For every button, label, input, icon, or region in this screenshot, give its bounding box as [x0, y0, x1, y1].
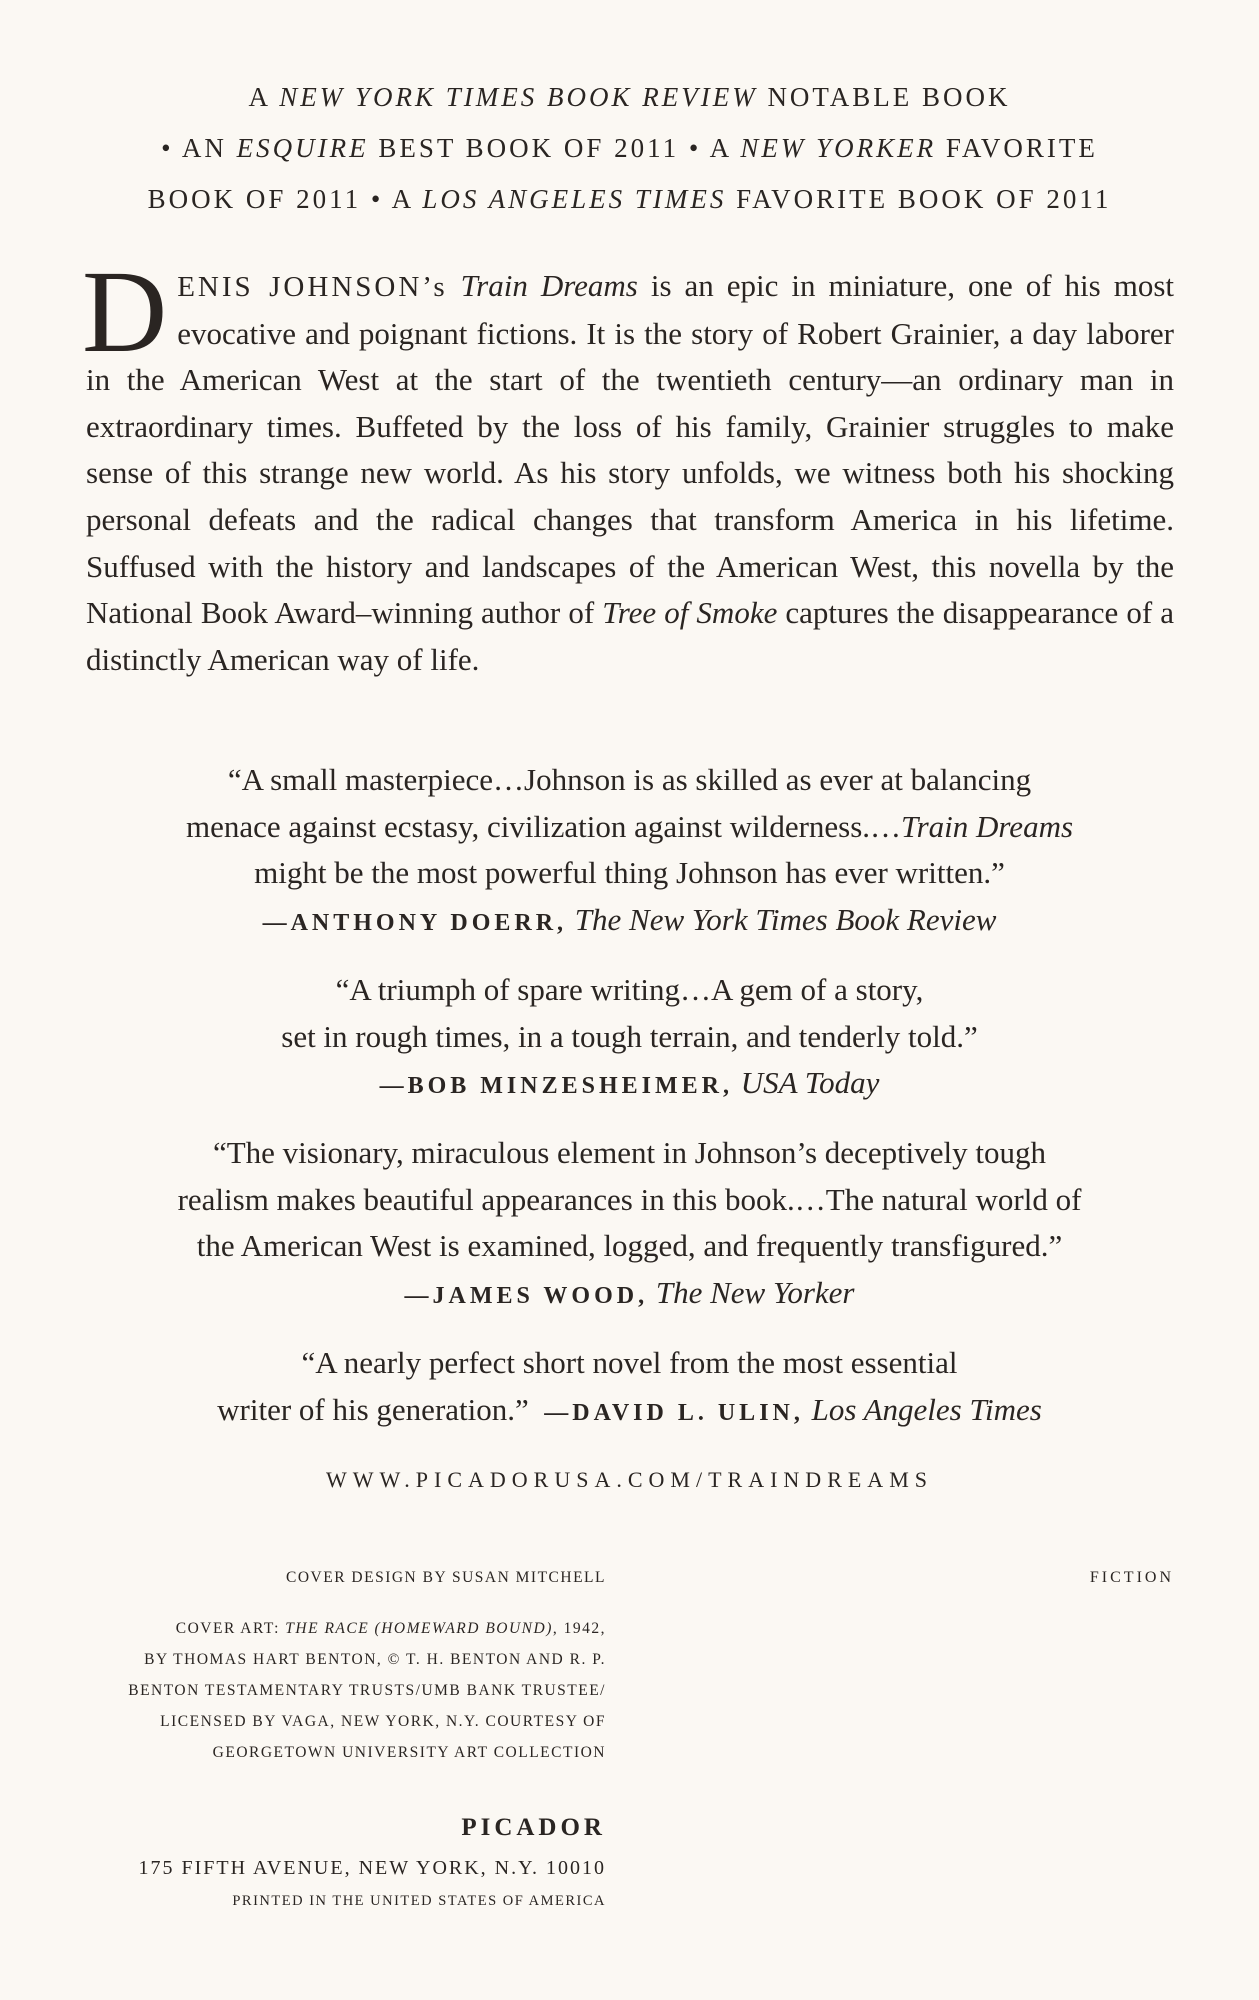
quote-attribution: —DAVID L. ULIN,: [544, 1399, 804, 1426]
publisher-block: [138, 1806, 606, 1916]
award-publication: LOS ANGELES TIMES: [422, 184, 727, 214]
awards-line-2: • AN ESQUIRE BEST BOOK OF 2011 • A NEW YORKER FAVORITE: [161, 133, 1098, 163]
quote-attribution: —ANTHONY DOERR, The New York Times Book Review: [262, 901, 997, 937]
cover-art-credit: COVER ART: THE RACE (HOMEWARD BOUND), 1942,: [175, 1620, 606, 1637]
award-publication: ESQUIRE: [236, 133, 369, 163]
review-quote-ulin: “A nearly perfect short novel from the most essential writer of his generation.” —DAVID L. ULIN, Los Angeles Times: [217, 1345, 1042, 1427]
award-publication: NEW YORK TIMES BOOK REVIEW: [279, 82, 758, 112]
awards-line-1: A NEW YORK TIMES BOOK REVIEW NOTABLE BOOK: [248, 82, 1011, 112]
quote-attribution: —BOB MINZESHEIMER, USA Today: [379, 1065, 880, 1101]
review-quote-wood: “The visionary, miraculous element in Johnson’s deceptively tough realism makes beautiful appearances in this book.…The natural world of the American West is examined, logged, and frequently transfigured.” —JAMES WOOD, The New Yorker: [70, 1130, 1189, 1319]
other-book-title: Tree of Smoke: [602, 595, 778, 631]
quote-attribution: —JAMES WOOD, The New Yorker: [404, 1274, 855, 1310]
review-quote-doerr: “A small masterpiece…Johnson is as skilled as ever at balancing menace against ecstasy, civilization against wilderness.…Train Dreams might be the most powerful thing Johnson has ever written.” —ANTHONY DOERR, The New York Times Book Review: [70, 757, 1189, 946]
description-text: is an epic in miniature, one of his most evocative and poignant fictions. It is the story of Robert Grainier, a day laborer in the American West at the start of the twentieth century—an ordinary man in extraordinary times. Buffeted by the loss of his family, Grainier struggles to make sense of this strange new world. As his story unfolds, we witness both his shocking personal defeats and the radical changes that transform America in his lifetime. Suffused with the history and landscapes of the American West, this novella by the National Book Award–winning author of: [86, 268, 1175, 631]
publisher-name: PICADOR: [461, 1814, 606, 1841]
author-name: ENIS JOHNSON’s: [177, 271, 448, 303]
drop-cap: D: [82, 246, 168, 377]
book-title: Train Dreams: [460, 268, 638, 303]
cover-design-credit: COVER DESIGN BY SUSAN MITCHELL: [286, 1569, 606, 1586]
cover-credits: COVER DESIGN BY SUSAN MITCHELL COVER ART: THE RACE (HOMEWARD BOUND), 1942, BY THOMAS HART BENTON, © T. H. BENTON AND R. P. BENTON TESTAMENTARY TRUSTS/UMB BANK TRUSTEE/ LICENSED BY VAGA, NEW YORK, N.Y. COURTESY OF GEORGETOWN UNIVERSITY ART COLLECTION: [128, 1562, 606, 1768]
award-publication: NEW YORKER: [740, 133, 937, 163]
awards-block: [70, 72, 1189, 225]
printed-in: PRINTED IN THE UNITED STATES OF AMERICA: [232, 1893, 606, 1909]
description-text-end: captures the disappearance of a distinctly American way of life.: [86, 595, 1174, 677]
review-quote-minzesheimer: “A triumph of spare writing…A gem of a story, set in rough times, in a tough terrain, and tenderly told.” —BOB MINZESHEIMER, USA Today: [70, 967, 1189, 1110]
website-url: WWW.PICADORUSA.COM/TRAINDREAMS: [326, 1467, 933, 1492]
awards-line-3: BOOK OF 2011 • A LOS ANGELES TIMES FAVORITE BOOK OF 2011: [147, 184, 1112, 214]
book-description: [82, 246, 1175, 683]
genre-label: FICTION: [1089, 1569, 1174, 1586]
publisher-address: 175 FIFTH AVENUE, NEW YORK, N.Y. 10010: [138, 1857, 606, 1879]
